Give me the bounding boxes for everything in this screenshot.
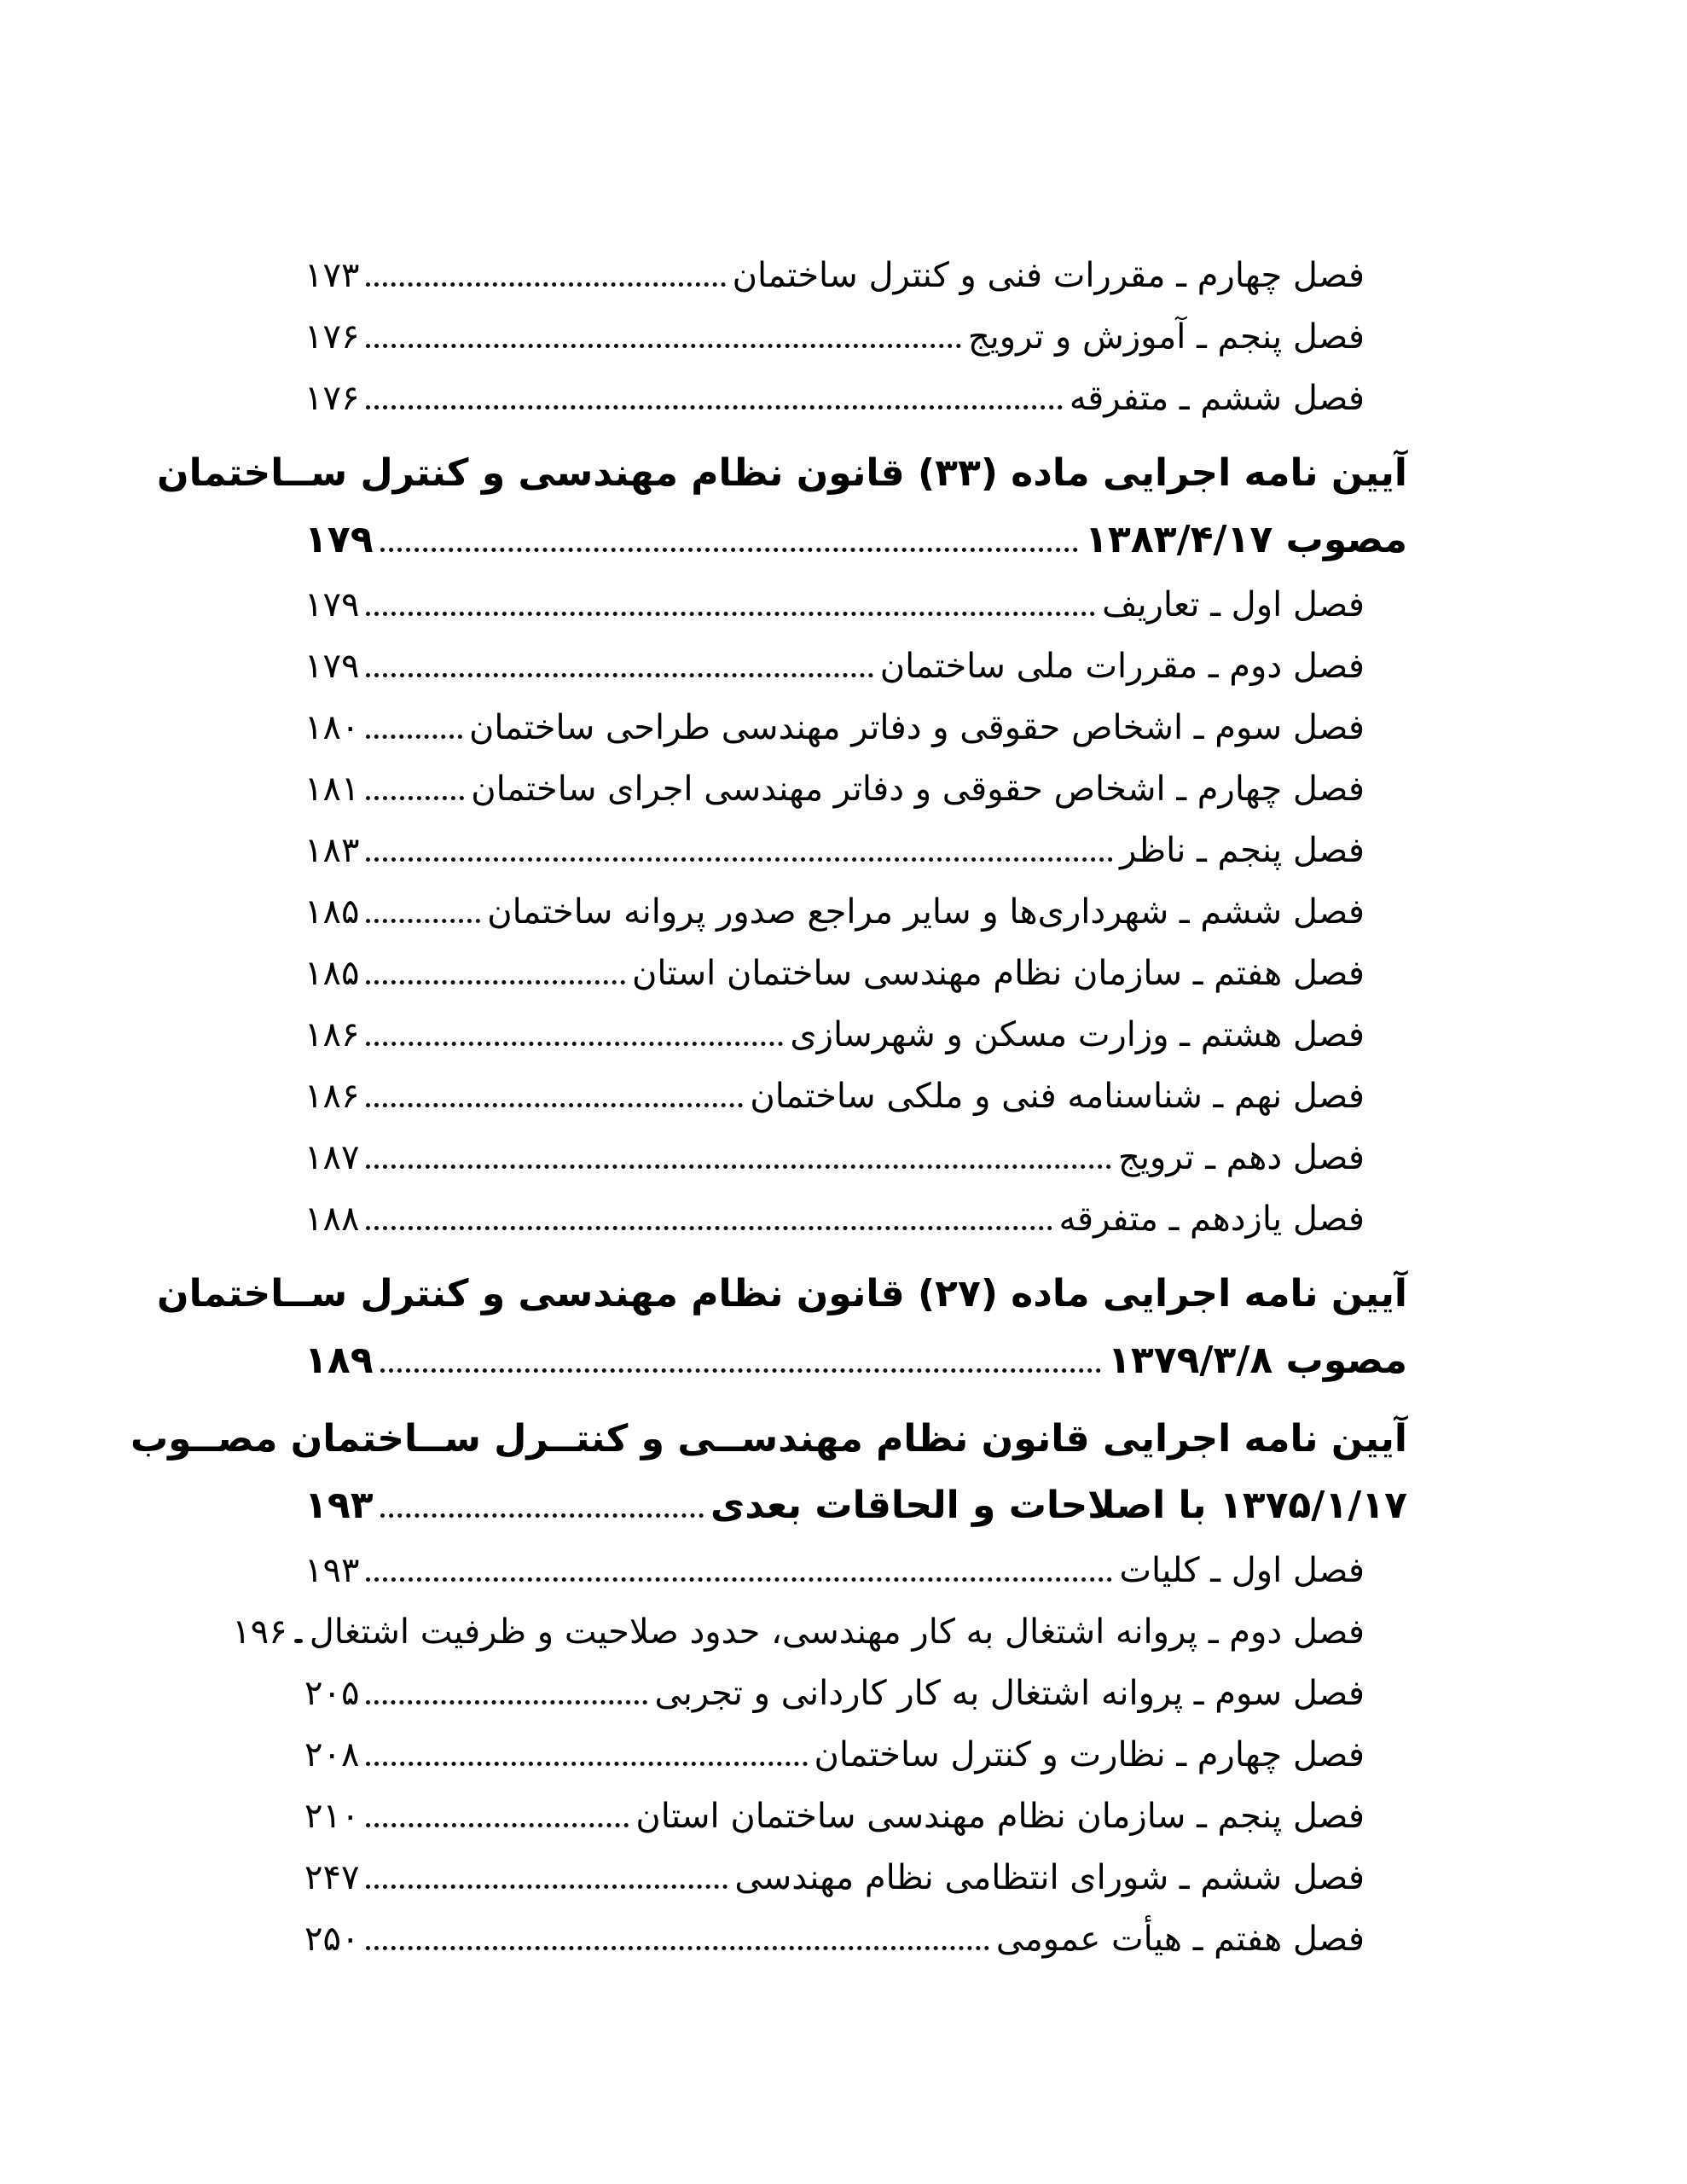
toc-page-number: ۱۸۷ <box>304 1138 360 1177</box>
dot-leader <box>366 673 872 677</box>
dot-leader <box>366 1762 807 1766</box>
toc-entry <box>304 1797 1407 1858</box>
toc-entry-title: فصل پنجم ـ ناظر <box>1120 831 1365 870</box>
toc-entry-title: فصل هفتم ـ سازمان نظام مهندسی ساختمان استان <box>632 954 1365 993</box>
toc-heading-text: آیین نامه اجرایی قانون نظام مهندســی و کنتــرل ســاختمان مصــوب <box>130 1417 1407 1461</box>
toc-entry <box>304 379 1407 440</box>
dot-leader <box>366 1165 1111 1169</box>
toc-entry-title: فصل هشتم ـ وزارت مسکن و شهرسازی <box>790 1015 1365 1054</box>
toc-page-number: ۱۸۹ <box>304 1339 374 1382</box>
toc-entry <box>304 585 1407 647</box>
toc-heading-text: آیین نامه اجرایی ماده (۳۳) قانون نظام مهندسی و کنترل ســاختمان <box>157 451 1407 495</box>
toc-entry <box>304 1920 1407 1981</box>
dot-leader <box>366 282 725 287</box>
toc-heading-text: مصوب ۱۳۷۹/۳/۸ <box>1108 1339 1407 1382</box>
toc-entry <box>304 1551 1407 1612</box>
toc-entry-title: فصل دهم ـ ترویج <box>1118 1138 1365 1177</box>
toc-entry-title: فصل سوم ـ اشخاص حقوقی و دفاتر مهندسی طراحی ساختمان <box>469 708 1365 747</box>
toc-entry-title: فصل پنجم ـ آموزش و ترویج <box>967 317 1365 357</box>
toc-page-number: ۱۷۳ <box>304 256 360 295</box>
toc-page-number: ۱۷۶ <box>304 379 360 418</box>
dot-leader <box>366 735 462 739</box>
dot-leader <box>366 1226 1052 1230</box>
toc-page-number: ۲۰۵ <box>304 1674 360 1713</box>
toc-section-heading-pageline <box>304 1484 1407 1551</box>
toc-entry <box>304 708 1407 770</box>
toc-entry-title: فصل ششم ـ متفرقه <box>1069 379 1365 418</box>
toc-section-heading-pageline <box>304 1339 1407 1406</box>
toc-entry-title: فصل اول ـ تعاریف <box>1102 585 1365 624</box>
toc-page-number: ۱۹۳ <box>304 1484 374 1527</box>
dot-leader <box>294 1639 303 1643</box>
dot-leader <box>380 1368 1101 1373</box>
toc-page-number: ۱۷۹ <box>304 647 360 686</box>
toc-entry <box>304 770 1407 831</box>
dot-leader <box>366 1885 728 1889</box>
toc-entry-title: فصل دوم ـ پروانه اشتغال به کار مهندسی، حدود صلاحیت و ظرفیت اشتغال <box>309 1612 1365 1652</box>
dot-leader <box>366 857 1113 862</box>
dot-leader <box>366 1823 629 1827</box>
toc-page-number: ۲۴۷ <box>304 1858 360 1897</box>
toc-entry <box>304 1674 1407 1735</box>
toc-entry <box>304 1858 1407 1920</box>
toc-entry-title: فصل نهم ـ شناسنامه فنی و ملکی ساختمان <box>750 1077 1365 1116</box>
dot-leader <box>366 796 464 800</box>
toc-heading-text: آیین نامه اجرایی ماده (۲۷) قانون نظام مهندسی و کنترل ســاختمان <box>157 1272 1407 1316</box>
toc-entry <box>304 317 1407 379</box>
toc-entry <box>304 1015 1407 1077</box>
toc-page-number: ۱۸۸ <box>304 1199 360 1239</box>
toc-page-number: ۲۰۸ <box>304 1735 360 1774</box>
dot-leader <box>366 919 480 923</box>
toc-entry-title: فصل چهارم ـ مقررات فنی و کنترل ساختمان <box>732 256 1365 295</box>
toc-entry <box>304 954 1407 1015</box>
dot-leader <box>380 1513 704 1518</box>
toc-page-number: ۱۹۳ <box>304 1551 360 1590</box>
toc-entry <box>304 256 1407 317</box>
toc-page-number: ۱۸۳ <box>304 831 360 870</box>
toc-entry-title: فصل یازدهم ـ متفرقه <box>1058 1199 1365 1239</box>
toc-page-number: ۲۱۰ <box>304 1797 360 1836</box>
toc-entry-title: فصل سوم ـ پروانه اشتغال به کار کاردانی و تجربی <box>654 1674 1365 1713</box>
toc-page-number: ۱۷۶ <box>304 317 360 357</box>
toc-heading-text: ۱۳۷۵/۱/۱۷ با اصلاحات و الحاقات بعدی <box>710 1484 1407 1527</box>
toc-page-number: ۱۸۰ <box>304 708 360 747</box>
toc-entry-title: فصل پنجم ـ سازمان نظام مهندسی ساختمان استان <box>635 1797 1365 1836</box>
dot-leader <box>380 548 1079 552</box>
toc-entry <box>304 1138 1407 1199</box>
toc-entry-title: فصل چهارم ـ اشخاص حقوقی و دفاتر مهندسی اجرای ساختمان <box>471 770 1365 809</box>
toc-heading-text: مصوب ۱۳۸۳/۴/۱۷ <box>1085 518 1407 561</box>
toc-entry <box>304 1199 1407 1261</box>
dot-leader <box>366 1042 783 1046</box>
toc-page-number: ۱۹۶ <box>232 1612 287 1652</box>
toc-entry <box>304 647 1407 708</box>
dot-leader <box>366 1577 1112 1582</box>
dot-leader <box>366 405 1062 410</box>
toc-entry <box>304 1077 1407 1138</box>
toc-entry <box>304 1735 1407 1797</box>
toc-page-number: ۱۸۵ <box>304 954 360 993</box>
dot-leader <box>366 1700 647 1705</box>
toc-page-number: ۱۸۵ <box>304 892 360 932</box>
toc-page-number: ۱۷۹ <box>304 518 374 561</box>
toc-section-heading <box>157 1272 1407 1339</box>
toc-entry-title: فصل هفتم ـ هیأت عمومی <box>995 1920 1365 1959</box>
toc-entry-title: فصل اول ـ کلیات <box>1119 1551 1365 1590</box>
toc-section-heading <box>130 1417 1407 1484</box>
toc-entry-title: فصل چهارم ـ نظارت و کنترل ساختمان <box>814 1735 1365 1774</box>
toc-page-number: ۱۸۶ <box>304 1015 360 1054</box>
dot-leader <box>366 344 960 348</box>
dot-leader <box>366 1946 988 1950</box>
toc-page-number: ۱۸۶ <box>304 1077 360 1116</box>
toc-entry <box>304 892 1407 954</box>
toc-entry <box>232 1612 1407 1674</box>
toc-entry-title: فصل ششم ـ شهرداری‌ها و سایر مراجع صدور پروانه ساختمان <box>487 892 1365 932</box>
toc-entry-title: فصل دوم ـ مقررات ملی ساختمان <box>879 647 1365 686</box>
toc-section-heading-pageline <box>304 519 1407 585</box>
toc-section-heading <box>157 451 1407 519</box>
dot-leader <box>366 1103 743 1107</box>
dot-leader <box>366 612 1095 616</box>
table-of-contents <box>130 256 1407 1981</box>
toc-entry-title: فصل ششم ـ شورای انتظامی نظام مهندسی <box>734 1858 1365 1897</box>
toc-entry <box>304 831 1407 892</box>
toc-page-number: ۲۵۰ <box>304 1920 360 1959</box>
toc-page-number: ۱۷۹ <box>304 585 360 624</box>
dot-leader <box>366 980 625 985</box>
toc-page-number: ۱۸۱ <box>304 770 360 809</box>
